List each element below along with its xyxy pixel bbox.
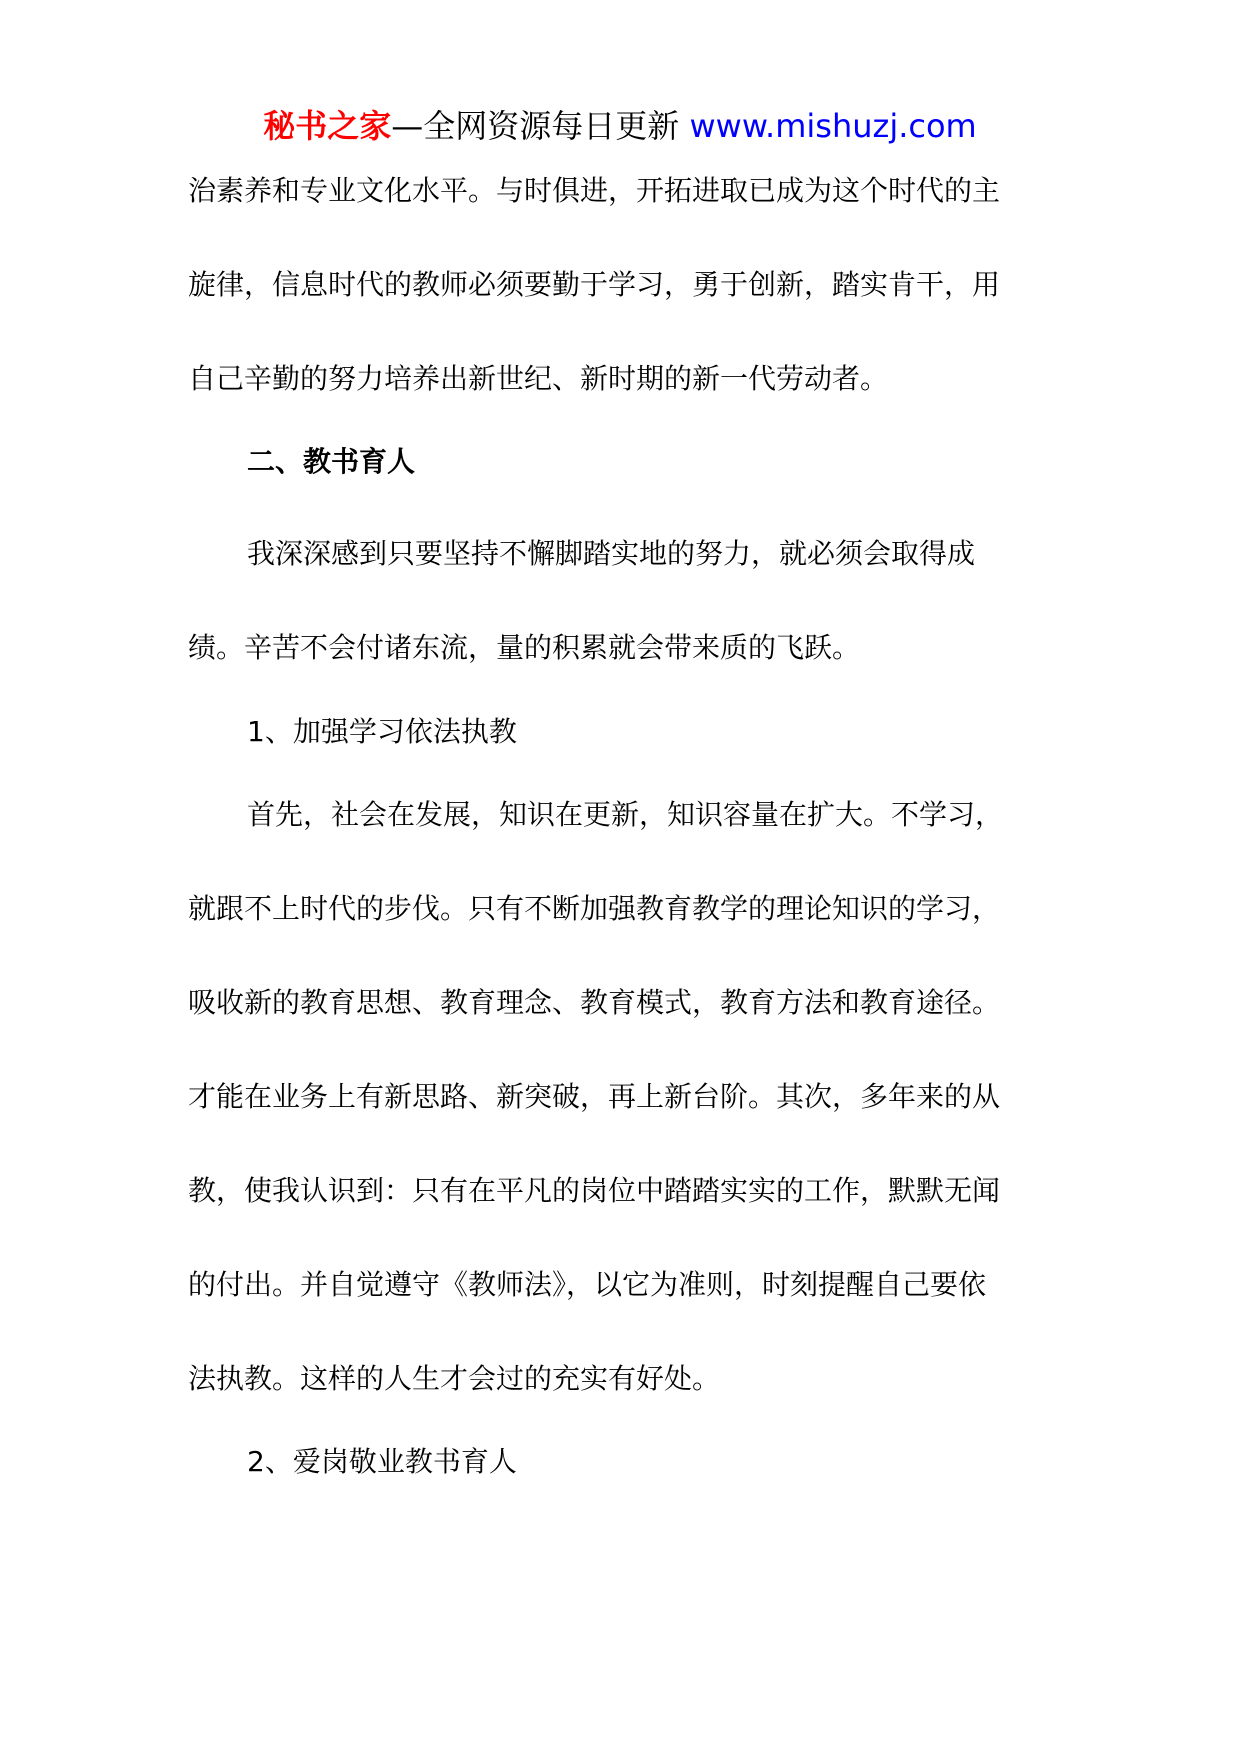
section-heading: 二、教书育人: [247, 445, 416, 478]
body-line: 法执教。这样的人生才会过的充实有好处。: [188, 1362, 721, 1395]
site-url[interactable]: www.mishuzj.com: [689, 107, 977, 145]
body-line: 首先，社会在发展，知识在更新，知识容量在扩大。不学习，: [247, 798, 1004, 831]
site-header: [0, 104, 1240, 148]
body-line: 旋律，信息时代的教师必须要勤于学习，勇于创新，踏实肯干，用: [188, 268, 1001, 301]
body-line: 治素养和专业文化水平。与时俱进，开拓进取已成为这个时代的主: [188, 174, 1001, 207]
subsection-heading: 2、爱岗敬业教书育人: [247, 1445, 517, 1478]
body-line: 绩。辛苦不会付诸东流，量的积累就会带来质的飞跃。: [188, 631, 861, 664]
subsection-heading: 1、加强学习依法执教: [247, 715, 517, 748]
body-line: 自己辛勤的努力培养出新世纪、新时期的新一代劳动者。: [188, 362, 889, 395]
body-line: 就跟不上时代的步伐。只有不断加强教育教学的理论知识的学习，: [188, 892, 1001, 925]
header-tagline: —全网资源每日更新: [391, 107, 680, 145]
body-line: 才能在业务上有新思路、新突破，再上新台阶。其次，多年来的从: [188, 1080, 1001, 1113]
brand-name: 秘书之家: [263, 107, 392, 145]
body-line: 吸收新的教育思想、教育理念、教育模式，教育方法和教育途径。: [188, 986, 1001, 1019]
body-line: 的付出。并自觉遵守《教师法》，以它为准则，时刻提醒自己要依: [188, 1268, 987, 1301]
body-line: 我深深感到只要坚持不懈脚踏实地的努力，就必须会取得成: [247, 537, 976, 570]
body-line: 教，使我认识到：只有在平凡的岗位中踏踏实实的工作，默默无闻: [188, 1174, 1001, 1207]
